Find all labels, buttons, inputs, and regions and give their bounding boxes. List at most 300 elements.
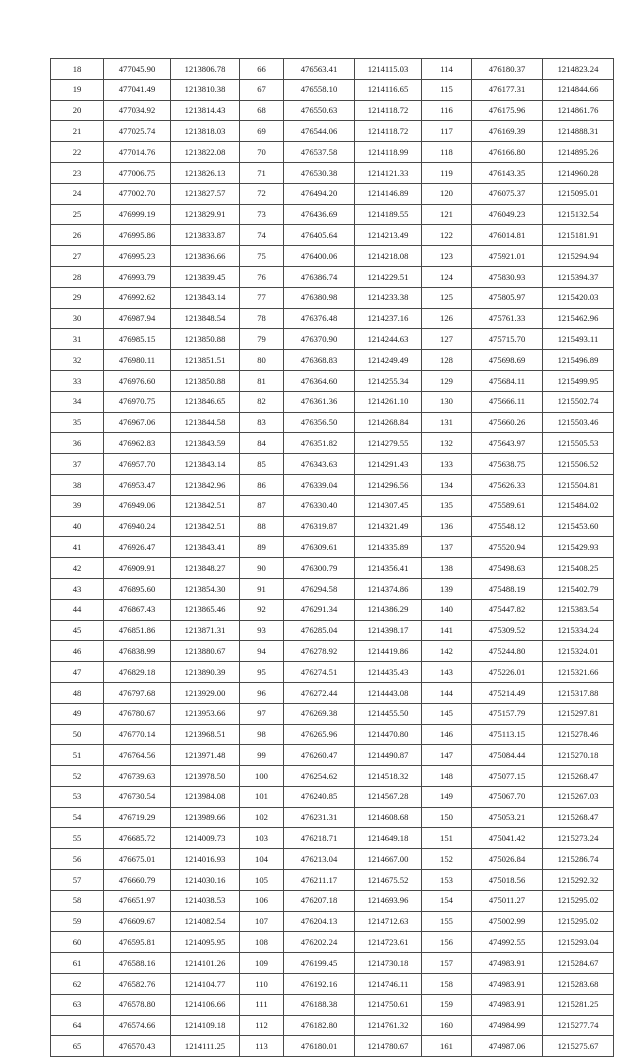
y-coordinate-cell: 1214844.66 <box>543 79 614 100</box>
y-coordinate-cell: 1213880.67 <box>171 641 240 662</box>
x-coordinate-cell: 476967.06 <box>104 412 171 433</box>
x-coordinate-cell: 476180.01 <box>284 1036 355 1057</box>
x-coordinate-cell: 476294.58 <box>284 578 355 599</box>
point-number-cell: 76 <box>240 266 284 287</box>
x-coordinate-cell: 476719.29 <box>104 807 171 828</box>
y-coordinate-cell: 1214146.89 <box>355 183 422 204</box>
x-coordinate-cell: 475011.27 <box>472 890 543 911</box>
x-coordinate-cell: 476300.79 <box>284 558 355 579</box>
point-number-cell: 135 <box>422 495 472 516</box>
point-number-cell: 101 <box>240 786 284 807</box>
x-coordinate-cell: 476370.90 <box>284 329 355 350</box>
point-number-cell: 130 <box>422 391 472 412</box>
x-coordinate-cell: 476339.04 <box>284 474 355 495</box>
y-coordinate-cell: 1214895.26 <box>543 142 614 163</box>
x-coordinate-cell: 474987.06 <box>472 1036 543 1057</box>
y-coordinate-cell: 1214723.61 <box>355 932 422 953</box>
point-number-cell: 58 <box>51 890 104 911</box>
point-number-cell: 18 <box>51 59 104 80</box>
y-coordinate-cell: 1213843.14 <box>171 454 240 475</box>
x-coordinate-cell: 476739.63 <box>104 766 171 787</box>
table-row <box>51 537 614 558</box>
point-number-cell: 119 <box>422 162 472 183</box>
point-number-cell: 125 <box>422 287 472 308</box>
point-number-cell: 36 <box>51 433 104 454</box>
x-coordinate-cell: 476278.92 <box>284 641 355 662</box>
point-number-cell: 54 <box>51 807 104 828</box>
table-row <box>51 890 614 911</box>
point-number-cell: 98 <box>240 724 284 745</box>
x-coordinate-cell: 476867.43 <box>104 599 171 620</box>
x-coordinate-cell: 476169.39 <box>472 121 543 142</box>
x-coordinate-cell: 476231.31 <box>284 807 355 828</box>
point-number-cell: 157 <box>422 953 472 974</box>
y-coordinate-cell: 1214009.73 <box>171 828 240 849</box>
point-number-cell: 94 <box>240 641 284 662</box>
point-number-cell: 49 <box>51 703 104 724</box>
table-row <box>51 266 614 287</box>
y-coordinate-cell: 1214104.77 <box>171 974 240 995</box>
y-coordinate-cell: 1213871.31 <box>171 620 240 641</box>
y-coordinate-cell: 1215420.03 <box>543 287 614 308</box>
y-coordinate-cell: 1213844.58 <box>171 412 240 433</box>
x-coordinate-cell: 476985.15 <box>104 329 171 350</box>
point-number-cell: 153 <box>422 870 472 891</box>
point-number-cell: 41 <box>51 537 104 558</box>
y-coordinate-cell: 1215493.11 <box>543 329 614 350</box>
x-coordinate-cell: 476436.69 <box>284 204 355 225</box>
x-coordinate-cell: 475643.97 <box>472 433 543 454</box>
x-coordinate-cell: 476530.38 <box>284 162 355 183</box>
x-coordinate-cell: 476211.17 <box>284 870 355 891</box>
x-coordinate-cell: 476995.23 <box>104 246 171 267</box>
x-coordinate-cell: 476651.97 <box>104 890 171 911</box>
x-coordinate-cell: 477045.90 <box>104 59 171 80</box>
table-row <box>51 474 614 495</box>
y-coordinate-cell: 1214960.28 <box>543 162 614 183</box>
y-coordinate-cell: 1213806.78 <box>171 59 240 80</box>
y-coordinate-cell: 1214121.33 <box>355 162 422 183</box>
point-number-cell: 35 <box>51 412 104 433</box>
x-coordinate-cell: 475053.21 <box>472 807 543 828</box>
x-coordinate-cell: 475002.99 <box>472 911 543 932</box>
y-coordinate-cell: 1215383.54 <box>543 599 614 620</box>
point-number-cell: 158 <box>422 974 472 995</box>
x-coordinate-cell: 475447.82 <box>472 599 543 620</box>
point-number-cell: 129 <box>422 370 472 391</box>
y-coordinate-cell: 1215324.01 <box>543 641 614 662</box>
point-number-cell: 102 <box>240 807 284 828</box>
y-coordinate-cell: 1215283.68 <box>543 974 614 995</box>
y-coordinate-cell: 1215284.67 <box>543 953 614 974</box>
point-number-cell: 34 <box>51 391 104 412</box>
point-number-cell: 51 <box>51 745 104 766</box>
x-coordinate-cell: 477025.74 <box>104 121 171 142</box>
y-coordinate-cell: 1215506.52 <box>543 454 614 475</box>
point-number-cell: 161 <box>422 1036 472 1057</box>
table-row <box>51 620 614 641</box>
point-number-cell: 151 <box>422 828 472 849</box>
table-row <box>51 433 614 454</box>
point-number-cell: 85 <box>240 454 284 475</box>
point-number-cell: 156 <box>422 932 472 953</box>
y-coordinate-cell: 1214356.41 <box>355 558 422 579</box>
y-coordinate-cell: 1213865.46 <box>171 599 240 620</box>
table-row <box>51 246 614 267</box>
table-row <box>51 100 614 121</box>
point-number-cell: 120 <box>422 183 472 204</box>
x-coordinate-cell: 476202.24 <box>284 932 355 953</box>
y-coordinate-cell: 1214244.63 <box>355 329 422 350</box>
x-coordinate-cell: 476319.87 <box>284 516 355 537</box>
point-number-cell: 32 <box>51 350 104 371</box>
point-number-cell: 72 <box>240 183 284 204</box>
y-coordinate-cell: 1213850.88 <box>171 329 240 350</box>
y-coordinate-cell: 1215132.54 <box>543 204 614 225</box>
y-coordinate-cell: 1215334.24 <box>543 620 614 641</box>
point-number-cell: 83 <box>240 412 284 433</box>
point-number-cell: 29 <box>51 287 104 308</box>
table-row <box>51 121 614 142</box>
point-number-cell: 27 <box>51 246 104 267</box>
x-coordinate-cell: 474992.55 <box>472 932 543 953</box>
y-coordinate-cell: 1213851.51 <box>171 350 240 371</box>
point-number-cell: 63 <box>51 994 104 1015</box>
x-coordinate-cell: 476260.47 <box>284 745 355 766</box>
point-number-cell: 134 <box>422 474 472 495</box>
point-number-cell: 160 <box>422 1015 472 1036</box>
point-number-cell: 141 <box>422 620 472 641</box>
x-coordinate-cell: 475309.52 <box>472 620 543 641</box>
point-number-cell: 66 <box>240 59 284 80</box>
x-coordinate-cell: 476582.76 <box>104 974 171 995</box>
y-coordinate-cell: 1214237.16 <box>355 308 422 329</box>
y-coordinate-cell: 1215499.95 <box>543 370 614 391</box>
table-row <box>51 370 614 391</box>
x-coordinate-cell: 476838.99 <box>104 641 171 662</box>
y-coordinate-cell: 1214730.18 <box>355 953 422 974</box>
table-row <box>51 849 614 870</box>
x-coordinate-cell: 476182.80 <box>284 1015 355 1036</box>
y-coordinate-cell: 1213842.51 <box>171 495 240 516</box>
point-number-cell: 113 <box>240 1036 284 1057</box>
table-row <box>51 870 614 891</box>
coordinate-table <box>50 58 614 1057</box>
table-row <box>51 391 614 412</box>
y-coordinate-cell: 1215496.89 <box>543 350 614 371</box>
x-coordinate-cell: 476177.31 <box>472 79 543 100</box>
x-coordinate-cell: 474984.99 <box>472 1015 543 1036</box>
point-number-cell: 86 <box>240 474 284 495</box>
y-coordinate-cell: 1214780.67 <box>355 1036 422 1057</box>
x-coordinate-cell: 476218.71 <box>284 828 355 849</box>
y-coordinate-cell: 1214675.52 <box>355 870 422 891</box>
y-coordinate-cell: 1215297.81 <box>543 703 614 724</box>
y-coordinate-cell: 1214750.61 <box>355 994 422 1015</box>
y-coordinate-cell: 1215181.91 <box>543 225 614 246</box>
y-coordinate-cell: 1213971.48 <box>171 745 240 766</box>
y-coordinate-cell: 1214888.31 <box>543 121 614 142</box>
point-number-cell: 97 <box>240 703 284 724</box>
table-row <box>51 1015 614 1036</box>
point-number-cell: 123 <box>422 246 472 267</box>
y-coordinate-cell: 1214109.18 <box>171 1015 240 1036</box>
y-coordinate-cell: 1215502.74 <box>543 391 614 412</box>
x-coordinate-cell: 476797.68 <box>104 682 171 703</box>
point-number-cell: 24 <box>51 183 104 204</box>
x-coordinate-cell: 476199.45 <box>284 953 355 974</box>
y-coordinate-cell: 1215484.02 <box>543 495 614 516</box>
x-coordinate-cell: 476204.13 <box>284 911 355 932</box>
table-row <box>51 807 614 828</box>
point-number-cell: 117 <box>422 121 472 142</box>
y-coordinate-cell: 1215273.24 <box>543 828 614 849</box>
point-number-cell: 48 <box>51 682 104 703</box>
point-number-cell: 57 <box>51 870 104 891</box>
x-coordinate-cell: 475214.49 <box>472 682 543 703</box>
y-coordinate-cell: 1214443.08 <box>355 682 422 703</box>
x-coordinate-cell: 476685.72 <box>104 828 171 849</box>
x-coordinate-cell: 476274.51 <box>284 662 355 683</box>
x-coordinate-cell: 475638.75 <box>472 454 543 475</box>
x-coordinate-cell: 475698.69 <box>472 350 543 371</box>
point-number-cell: 87 <box>240 495 284 516</box>
x-coordinate-cell: 477014.76 <box>104 142 171 163</box>
table-row <box>51 225 614 246</box>
point-number-cell: 149 <box>422 786 472 807</box>
point-number-cell: 75 <box>240 246 284 267</box>
point-number-cell: 23 <box>51 162 104 183</box>
point-number-cell: 77 <box>240 287 284 308</box>
y-coordinate-cell: 1214608.68 <box>355 807 422 828</box>
x-coordinate-cell: 476995.86 <box>104 225 171 246</box>
x-coordinate-cell: 476240.85 <box>284 786 355 807</box>
x-coordinate-cell: 476075.37 <box>472 183 543 204</box>
y-coordinate-cell: 1214435.43 <box>355 662 422 683</box>
point-number-cell: 90 <box>240 558 284 579</box>
point-number-cell: 132 <box>422 433 472 454</box>
y-coordinate-cell: 1214038.53 <box>171 890 240 911</box>
x-coordinate-cell: 476537.58 <box>284 142 355 163</box>
y-coordinate-cell: 1214490.87 <box>355 745 422 766</box>
x-coordinate-cell: 476574.66 <box>104 1015 171 1036</box>
point-number-cell: 148 <box>422 766 472 787</box>
y-coordinate-cell: 1213890.39 <box>171 662 240 683</box>
x-coordinate-cell: 475226.01 <box>472 662 543 683</box>
point-number-cell: 95 <box>240 662 284 683</box>
x-coordinate-cell: 474983.91 <box>472 974 543 995</box>
y-coordinate-cell: 1213818.03 <box>171 121 240 142</box>
y-coordinate-cell: 1214518.32 <box>355 766 422 787</box>
y-coordinate-cell: 1215268.47 <box>543 807 614 828</box>
x-coordinate-cell: 476957.70 <box>104 454 171 475</box>
y-coordinate-cell: 1214118.72 <box>355 121 422 142</box>
point-number-cell: 121 <box>422 204 472 225</box>
table-row <box>51 682 614 703</box>
point-number-cell: 144 <box>422 682 472 703</box>
point-number-cell: 88 <box>240 516 284 537</box>
y-coordinate-cell: 1215267.03 <box>543 786 614 807</box>
x-coordinate-cell: 476364.60 <box>284 370 355 391</box>
y-coordinate-cell: 1214470.80 <box>355 724 422 745</box>
x-coordinate-cell: 476405.64 <box>284 225 355 246</box>
point-number-cell: 21 <box>51 121 104 142</box>
y-coordinate-cell: 1215278.46 <box>543 724 614 745</box>
x-coordinate-cell: 476563.41 <box>284 59 355 80</box>
x-coordinate-cell: 476962.83 <box>104 433 171 454</box>
y-coordinate-cell: 1213843.41 <box>171 537 240 558</box>
point-number-cell: 150 <box>422 807 472 828</box>
point-number-cell: 147 <box>422 745 472 766</box>
x-coordinate-cell: 475548.12 <box>472 516 543 537</box>
point-number-cell: 47 <box>51 662 104 683</box>
point-number-cell: 96 <box>240 682 284 703</box>
y-coordinate-cell: 1213826.13 <box>171 162 240 183</box>
y-coordinate-cell: 1214374.86 <box>355 578 422 599</box>
point-number-cell: 138 <box>422 558 472 579</box>
y-coordinate-cell: 1214335.89 <box>355 537 422 558</box>
point-number-cell: 20 <box>51 100 104 121</box>
y-coordinate-cell: 1214249.49 <box>355 350 422 371</box>
y-coordinate-cell: 1214307.45 <box>355 495 422 516</box>
y-coordinate-cell: 1213968.51 <box>171 724 240 745</box>
y-coordinate-cell: 1214398.17 <box>355 620 422 641</box>
y-coordinate-cell: 1214823.24 <box>543 59 614 80</box>
x-coordinate-cell: 475830.93 <box>472 266 543 287</box>
point-number-cell: 143 <box>422 662 472 683</box>
y-coordinate-cell: 1215275.67 <box>543 1036 614 1057</box>
point-number-cell: 26 <box>51 225 104 246</box>
x-coordinate-cell: 476368.83 <box>284 350 355 371</box>
table-row <box>51 953 614 974</box>
y-coordinate-cell: 1213989.66 <box>171 807 240 828</box>
x-coordinate-cell: 476213.04 <box>284 849 355 870</box>
table-row <box>51 745 614 766</box>
point-number-cell: 140 <box>422 599 472 620</box>
point-number-cell: 89 <box>240 537 284 558</box>
x-coordinate-cell: 476909.91 <box>104 558 171 579</box>
x-coordinate-cell: 476400.06 <box>284 246 355 267</box>
y-coordinate-cell: 1213822.08 <box>171 142 240 163</box>
x-coordinate-cell: 476330.40 <box>284 495 355 516</box>
x-coordinate-cell: 476940.24 <box>104 516 171 537</box>
point-number-cell: 110 <box>240 974 284 995</box>
table-row <box>51 495 614 516</box>
y-coordinate-cell: 1214386.29 <box>355 599 422 620</box>
y-coordinate-cell: 1213854.30 <box>171 578 240 599</box>
y-coordinate-cell: 1215293.04 <box>543 932 614 953</box>
point-number-cell: 115 <box>422 79 472 100</box>
y-coordinate-cell: 1214218.08 <box>355 246 422 267</box>
y-coordinate-cell: 1213953.66 <box>171 703 240 724</box>
point-number-cell: 39 <box>51 495 104 516</box>
y-coordinate-cell: 1213833.87 <box>171 225 240 246</box>
x-coordinate-cell: 476987.94 <box>104 308 171 329</box>
x-coordinate-cell: 475488.19 <box>472 578 543 599</box>
x-coordinate-cell: 476309.61 <box>284 537 355 558</box>
y-coordinate-cell: 1215462.96 <box>543 308 614 329</box>
point-number-cell: 100 <box>240 766 284 787</box>
point-number-cell: 46 <box>51 641 104 662</box>
x-coordinate-cell: 477006.75 <box>104 162 171 183</box>
point-number-cell: 133 <box>422 454 472 475</box>
point-number-cell: 53 <box>51 786 104 807</box>
x-coordinate-cell: 475498.63 <box>472 558 543 579</box>
y-coordinate-cell: 1214279.55 <box>355 433 422 454</box>
point-number-cell: 31 <box>51 329 104 350</box>
x-coordinate-cell: 476949.06 <box>104 495 171 516</box>
y-coordinate-cell: 1215505.53 <box>543 433 614 454</box>
point-number-cell: 45 <box>51 620 104 641</box>
x-coordinate-cell: 476343.63 <box>284 454 355 475</box>
point-number-cell: 142 <box>422 641 472 662</box>
point-number-cell: 22 <box>51 142 104 163</box>
point-number-cell: 137 <box>422 537 472 558</box>
x-coordinate-cell: 476895.60 <box>104 578 171 599</box>
x-coordinate-cell: 476829.18 <box>104 662 171 683</box>
x-coordinate-cell: 475077.15 <box>472 766 543 787</box>
y-coordinate-cell: 1213842.96 <box>171 474 240 495</box>
x-coordinate-cell: 476851.86 <box>104 620 171 641</box>
x-coordinate-cell: 476265.96 <box>284 724 355 745</box>
x-coordinate-cell: 476269.38 <box>284 703 355 724</box>
point-number-cell: 154 <box>422 890 472 911</box>
x-coordinate-cell: 476291.34 <box>284 599 355 620</box>
y-coordinate-cell: 1214116.65 <box>355 79 422 100</box>
x-coordinate-cell: 475660.26 <box>472 412 543 433</box>
table-body <box>51 59 614 1057</box>
table-row <box>51 932 614 953</box>
y-coordinate-cell: 1214255.34 <box>355 370 422 391</box>
point-number-cell: 152 <box>422 849 472 870</box>
point-number-cell: 40 <box>51 516 104 537</box>
y-coordinate-cell: 1213843.59 <box>171 433 240 454</box>
point-number-cell: 69 <box>240 121 284 142</box>
x-coordinate-cell: 474983.91 <box>472 953 543 974</box>
coordinate-table-container <box>50 58 613 1057</box>
x-coordinate-cell: 476588.16 <box>104 953 171 974</box>
x-coordinate-cell: 475041.42 <box>472 828 543 849</box>
y-coordinate-cell: 1214861.76 <box>543 100 614 121</box>
y-coordinate-cell: 1215317.88 <box>543 682 614 703</box>
point-number-cell: 50 <box>51 724 104 745</box>
table-row <box>51 287 614 308</box>
x-coordinate-cell: 476254.62 <box>284 766 355 787</box>
x-coordinate-cell: 475805.97 <box>472 287 543 308</box>
x-coordinate-cell: 476166.80 <box>472 142 543 163</box>
y-coordinate-cell: 1213842.51 <box>171 516 240 537</box>
point-number-cell: 38 <box>51 474 104 495</box>
y-coordinate-cell: 1214095.95 <box>171 932 240 953</box>
y-coordinate-cell: 1215277.74 <box>543 1015 614 1036</box>
x-coordinate-cell: 476993.79 <box>104 266 171 287</box>
x-coordinate-cell: 476351.82 <box>284 433 355 454</box>
y-coordinate-cell: 1215295.02 <box>543 890 614 911</box>
x-coordinate-cell: 476192.16 <box>284 974 355 995</box>
x-coordinate-cell: 476180.37 <box>472 59 543 80</box>
point-number-cell: 126 <box>422 308 472 329</box>
point-number-cell: 67 <box>240 79 284 100</box>
x-coordinate-cell: 476207.18 <box>284 890 355 911</box>
point-number-cell: 25 <box>51 204 104 225</box>
point-number-cell: 33 <box>51 370 104 391</box>
y-coordinate-cell: 1214030.16 <box>171 870 240 891</box>
table-row <box>51 79 614 100</box>
x-coordinate-cell: 476675.01 <box>104 849 171 870</box>
x-coordinate-cell: 475157.79 <box>472 703 543 724</box>
point-number-cell: 82 <box>240 391 284 412</box>
table-row <box>51 786 614 807</box>
